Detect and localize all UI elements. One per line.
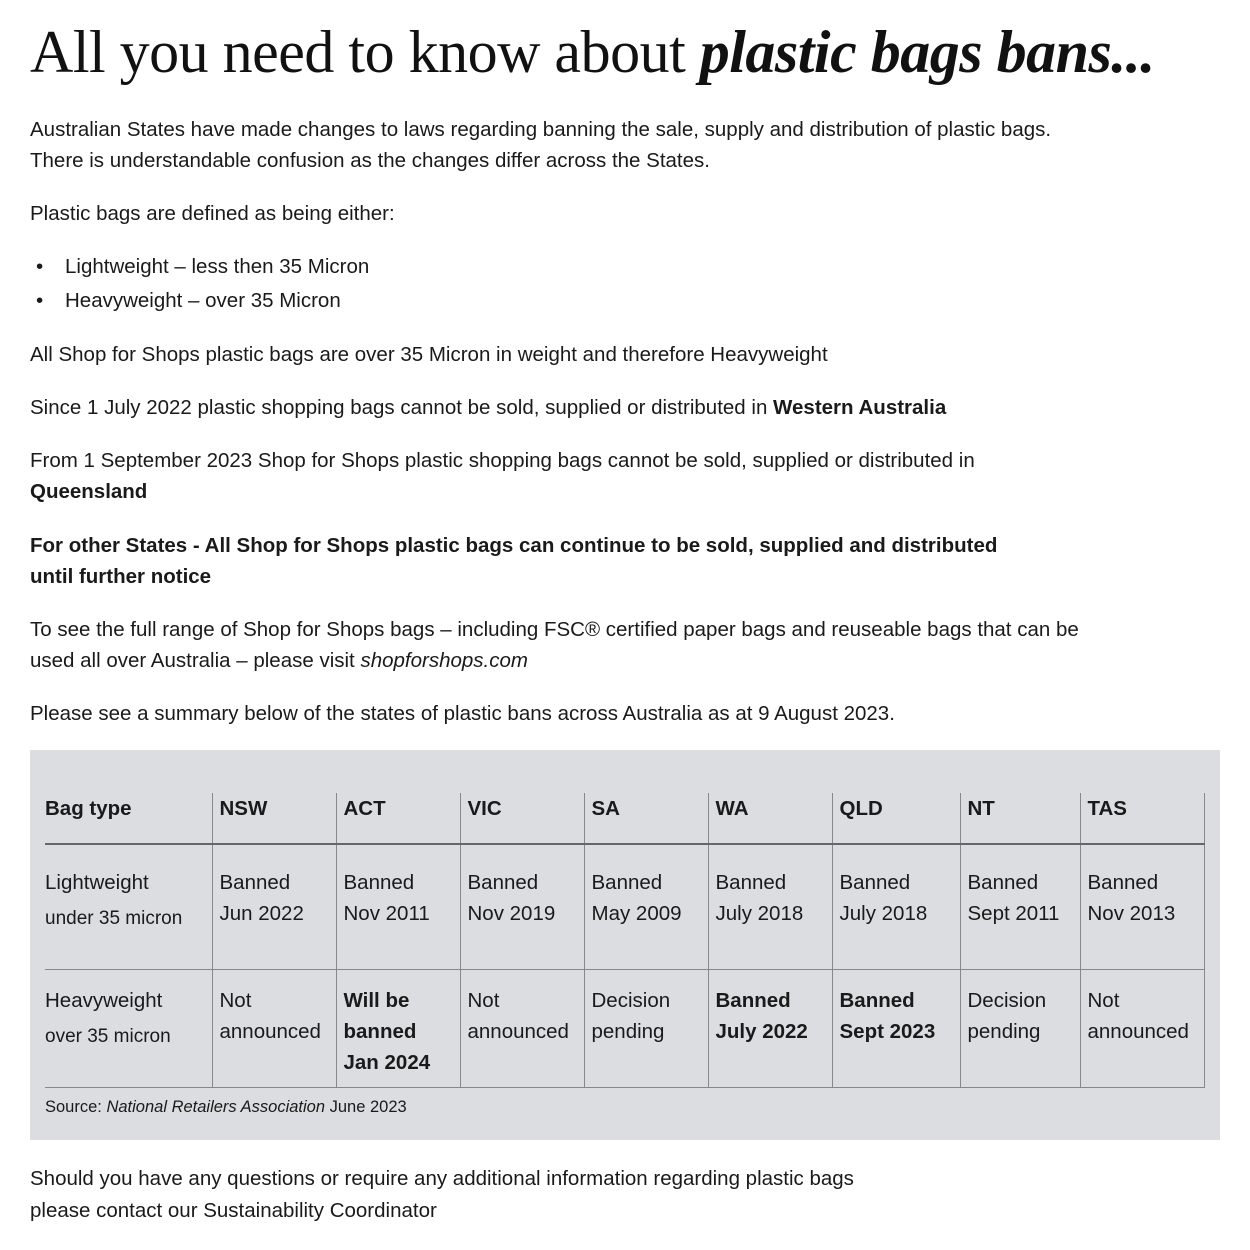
qld-state: [30, 476, 147, 507]
bans-table-panel: [30, 750, 1220, 1140]
status-text: pending: [967, 1019, 1041, 1043]
status-cell-tas: [1080, 969, 1204, 1087]
bag-type-sub: under 35 micron: [45, 908, 183, 929]
range-text: used all over Australia – please visit: [30, 649, 361, 672]
status-text: July 2018: [839, 902, 928, 925]
column-header-nsw: NSW: [212, 793, 336, 844]
footer-line-1: Should you have any questions or require any additional information regarding plastic bags: [30, 1167, 854, 1190]
intro-line-2: There is understandable confusion as the changes differ across the States.: [30, 149, 710, 172]
wa-text: Since 1 July 2022 plastic shopping bags cannot be sold, supplied or distributed in: [30, 396, 774, 419]
status-text: Banned: [839, 871, 911, 894]
status-text: Banned: [715, 871, 787, 894]
status-text: Banned: [1087, 871, 1159, 894]
bag-type-cell: [45, 969, 212, 1087]
status-text: pending: [591, 1019, 665, 1043]
title-emphasis: plastic bags bans...: [699, 19, 1155, 85]
table-row-lightweight: [45, 844, 1204, 969]
status-text: Jan 2024: [343, 1050, 431, 1074]
page-title: [30, 18, 1155, 87]
status-cell-sa: [584, 844, 708, 969]
definition-text: Plastic bags are defined as being either:: [30, 202, 395, 225]
status-text: banned: [343, 1019, 417, 1043]
status-text: announced: [219, 1019, 321, 1043]
column-header-bag-type: Bag type: [45, 797, 132, 820]
title-plain: All you need to know about: [30, 19, 700, 85]
status-text: Banned: [343, 871, 415, 894]
table-header-row: [45, 793, 1204, 844]
status-text: July 2018: [715, 902, 804, 925]
wa-note: [30, 392, 946, 423]
status-cell-sa: [584, 969, 708, 1087]
status-cell-nsw: [212, 844, 336, 969]
bag-type-cell: [45, 844, 212, 969]
status-text: announced: [467, 1019, 569, 1043]
status-text: Decision: [967, 988, 1047, 1012]
status-text: Jun 2022: [219, 902, 304, 925]
shop-note: All Shop for Shops plastic bags are over 35 Micron in weight and therefore Heavyweight: [30, 343, 828, 366]
qld-note: From 1 September 2023 Shop for Shops plastic shopping bags cannot be sold, supplied or distributed in: [30, 449, 975, 472]
qld-state-bold: Queensland: [30, 480, 148, 503]
source-date: June 2023: [325, 1098, 407, 1116]
status-cell-wa: [708, 969, 832, 1087]
column-header-wa: WA: [708, 793, 832, 844]
footer-line-2: please contact our Sustainability Coordinator: [30, 1199, 437, 1222]
wa-state: Western Australia: [773, 396, 947, 419]
range-line-2: [30, 645, 528, 676]
bullet-heavyweight: • Heavyweight – over 35 Micron: [36, 289, 341, 312]
status-cell-nt: [960, 969, 1080, 1087]
bullet-text: Lightweight – less then 35 Micron: [65, 255, 370, 278]
status-text: Banned: [219, 871, 291, 894]
other-bold: For other States - All Shop for Shops plastic bags can continue to be sold, supplied and distributed: [30, 534, 998, 557]
status-cell-qld: [832, 844, 960, 969]
status-cell-qld: [832, 969, 960, 1087]
bag-type: Lightweight: [45, 871, 149, 894]
status-cell-act: [336, 969, 460, 1087]
status-text: Not: [219, 988, 252, 1012]
column-header-vic: VIC: [460, 793, 584, 844]
range-line-1: To see the full range of Shop for Shops bags – including FSC® certified paper bags and reuseable bags that can be: [30, 618, 1079, 641]
bag-type-sub: over 35 micron: [45, 1025, 171, 1047]
column-header-act: ACT: [336, 793, 460, 844]
status-cell-tas: [1080, 844, 1204, 969]
bag-type: Heavyweight: [45, 988, 163, 1012]
other-states-line-2: [30, 561, 211, 592]
column-header-qld: QLD: [832, 793, 960, 844]
status-text: Not: [467, 988, 500, 1012]
status-text: Not: [1087, 988, 1120, 1012]
source-note: [45, 1098, 407, 1117]
status-cell-wa: [708, 844, 832, 969]
column-header-nt: NT: [960, 793, 1080, 844]
status-text: May 2009: [591, 902, 682, 925]
bullet-text: Heavyweight – over 35 Micron: [65, 289, 341, 312]
status-text: Will be: [343, 988, 410, 1012]
status-cell-vic: [460, 844, 584, 969]
other-bold: until further notice: [30, 565, 212, 588]
summary-text: Please see a summary below of the states of plastic bans across Australia as at 9 August 2023.: [30, 702, 895, 725]
status-text: Decision: [591, 988, 671, 1012]
table-row-heavyweight: [45, 969, 1204, 1087]
status-text: Nov 2011: [343, 902, 430, 925]
status-text: Banned: [467, 871, 539, 894]
column-header-tas: TAS: [1080, 793, 1204, 844]
status-cell-vic: [460, 969, 584, 1087]
status-text: Sept 2011: [967, 902, 1060, 925]
status-cell-nt: [960, 844, 1080, 969]
status-cell-act: [336, 844, 460, 969]
status-text: Banned: [967, 871, 1039, 894]
status-cell-nsw: [212, 969, 336, 1087]
status-text: Nov 2019: [467, 902, 556, 925]
status-text: Nov 2013: [1087, 902, 1176, 925]
status-text: Banned: [591, 871, 663, 894]
website-link[interactable]: shopforshops.com: [360, 649, 528, 672]
status-text: Banned: [839, 988, 915, 1012]
status-text: July 2022: [715, 1019, 808, 1043]
intro-line-1: Australian States have made changes to laws regarding banning the sale, supply and distribution of plastic bags.: [30, 118, 1052, 141]
other-states-line-1: [30, 530, 997, 561]
status-text: Sept 2023: [839, 1019, 936, 1043]
column-header-sa: SA: [584, 793, 708, 844]
bullet-lightweight: • Lightweight – less then 35 Micron: [36, 255, 370, 278]
status-text: Banned: [715, 988, 791, 1012]
status-text: announced: [1087, 1019, 1189, 1043]
source-label: Source:: [45, 1098, 107, 1116]
bans-table: [45, 793, 1205, 1088]
source-org: National Retailers Association: [106, 1098, 326, 1116]
